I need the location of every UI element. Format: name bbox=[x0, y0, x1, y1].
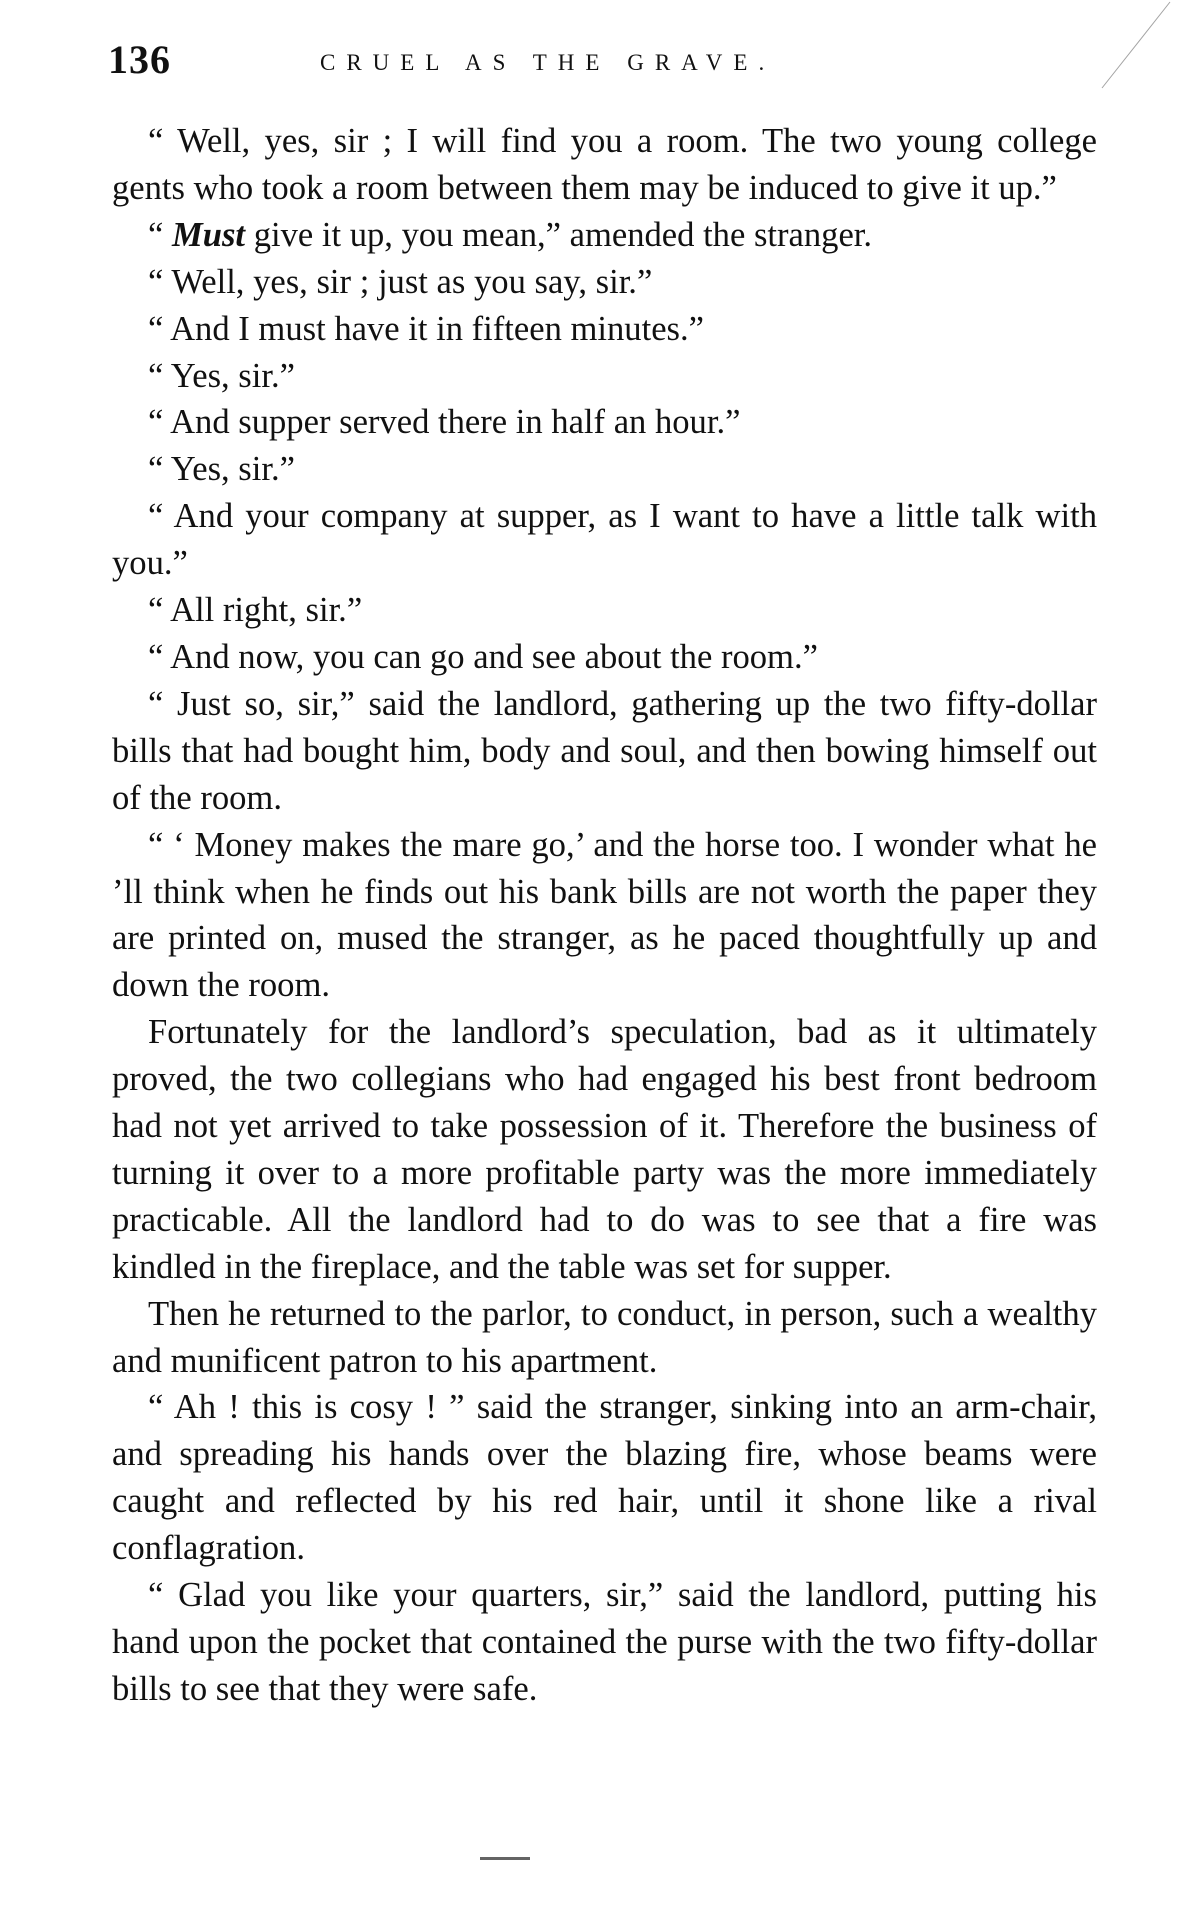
paragraph-3: “ Well, yes, sir ; just as you say, sir.” bbox=[148, 262, 653, 301]
paragraph-2-rest: give it up, you mean,” amended the stranger. bbox=[245, 215, 873, 254]
paragraph-1: “ Well, yes, sir ; I will find you a room. The two young college gents who took a room between them may be induced to give it up.” bbox=[112, 122, 1097, 207]
paragraph-15: “ Ah ! this is cosy ! ” said the stranger, sinking into an arm-chair, and spreading his hands over the blazing fire, whose beams were caught and reflected by his red hair, until it shone like a rival conflagration. bbox=[112, 1388, 1097, 1568]
paragraph-4: “ And I must have it in fifteen minutes.” bbox=[148, 309, 705, 348]
paragraph-2 bbox=[112, 212, 1097, 259]
paragraph-7: “ Yes, sir.” bbox=[148, 450, 295, 489]
paragraph-14: Then he returned to the parlor, to conduct, in person, such a wealthy and munificent patron to his apartment. bbox=[112, 1294, 1097, 1380]
paragraph-8: “ And your company at supper, as I want to have a little talk with you.” bbox=[112, 497, 1097, 583]
body-text bbox=[112, 118, 1097, 1713]
paragraph-2-open-quote: “ bbox=[148, 215, 172, 254]
page-number: 136 bbox=[108, 37, 171, 82]
ink-smudge bbox=[480, 1857, 530, 1860]
paragraph-2-emphasis: Must bbox=[172, 215, 246, 254]
paragraph-16: “ Glad you like your quarters, sir,” said the landlord, putting his hand upon the pocket that contained the purse with the two fifty-dollar bills to see that they were safe. bbox=[112, 1576, 1097, 1708]
paragraph-12: “ ‘ Money makes the mare go,’ and the horse too. I wonder what he ’ll think when he finds out his bank bills are not worth the paper they are printed on, mused the stranger, as he paced thoughtfully up and down the room. bbox=[112, 825, 1097, 1005]
running-title: CRUEL AS THE GRAVE. bbox=[320, 50, 776, 75]
paragraph-9: “ All right, sir.” bbox=[148, 591, 363, 630]
paragraph-5: “ Yes, sir.” bbox=[148, 356, 295, 395]
page-header bbox=[108, 36, 1108, 96]
paragraph-6: “ And supper served there in half an hour.” bbox=[148, 403, 741, 442]
paragraph-10: “ And now, you can go and see about the room.” bbox=[148, 637, 818, 676]
paragraph-13: Fortunately for the landlord’s speculation, bad as it ultimately proved, the two collegians who had engaged his best front bedroom had not yet arrived to take possession of it. Therefore the business of turning it over to a more profitable party was the more immediately practicable. All the landlord had to do was to see that a fire was kindled in the fireplace, and the table was set for supper. bbox=[112, 1013, 1097, 1286]
scan-pencil-mark bbox=[1082, 0, 1172, 90]
paragraph-11: “ Just so, sir,” said the landlord, gathering up the two fifty-dollar bills that had bought him, body and soul, and then bowing himself out of the room. bbox=[112, 684, 1097, 817]
